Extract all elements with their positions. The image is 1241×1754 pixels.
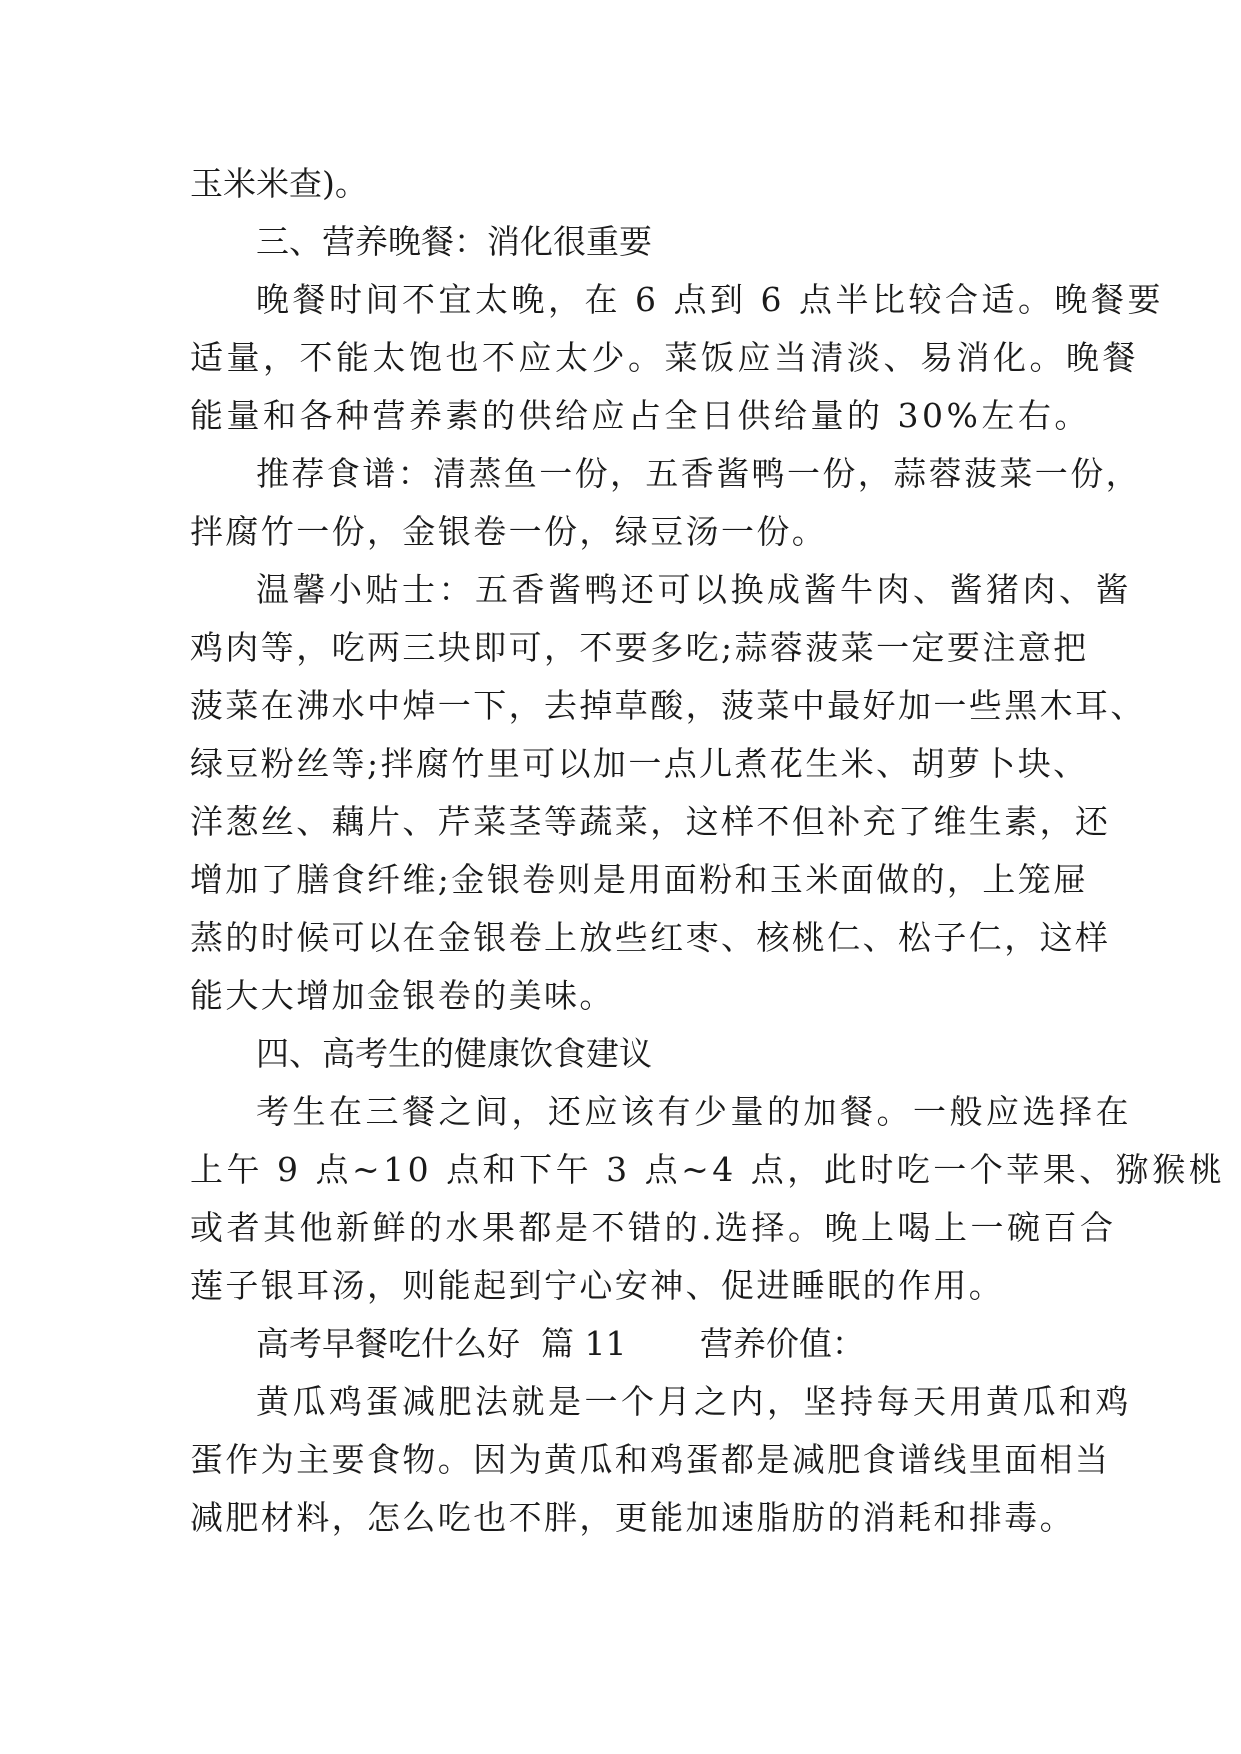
paragraph-line: 拌腐竹一份，金银卷一份，绿豆汤一份。 [190, 512, 828, 551]
paragraph-line: 能量和各种营养素的供给应占全日供给量的 30%左右。 [190, 396, 1091, 435]
paragraph-line: 考生在三餐之间，还应该有少量的加餐。一般应选择在 [256, 1092, 1132, 1131]
paragraph-line: 玉米米查)。 [190, 164, 368, 203]
paragraph-line: 鸡肉等，吃两三块即可，不要多吃;蒜蓉菠菜一定要注意把 [190, 628, 1089, 667]
paragraph-line: 温馨小贴士：五香酱鸭还可以换成酱牛肉、酱猪肉、酱 [256, 570, 1132, 609]
paragraph-line: 晚餐时间不宜太晚，在 6 点到 6 点半比较合适。晚餐要 [256, 280, 1164, 319]
paragraph-line: 能大大增加金银卷的美味。 [190, 976, 615, 1015]
paragraph-line: 上午 9 点~10 点和下午 3 点~4 点，此时吃一个苹果、猕猴桃 [190, 1150, 1226, 1189]
paragraph-line: 减肥材料，怎么吃也不胖，更能加速脂肪的消耗和排毒。 [190, 1498, 1075, 1537]
paragraph-line: 推荐食谱：清蒸鱼一份，五香酱鸭一份，蒜蓉菠菜一份， [256, 454, 1141, 493]
section-heading: 三、营养晚餐：消化很重要 [256, 222, 652, 261]
paragraph-line: 黄瓜鸡蛋减肥法就是一个月之内，坚持每天用黄瓜和鸡 [256, 1382, 1132, 1421]
article-heading: 高考早餐吃什么好 篇 11 营养价值： [256, 1324, 865, 1363]
paragraph-line: 或者其他新鲜的水果都是不错的.选择。晚上喝上一碗百合 [190, 1208, 1117, 1247]
paragraph-line: 适量，不能太饱也不应太少。菜饭应当清淡、易消化。晚餐 [190, 338, 1139, 377]
paragraph-line: 莲子银耳汤，则能起到宁心安神、促进睡眠的作用。 [190, 1266, 1005, 1305]
paragraph-line: 增加了膳食纤维;金银卷则是用面粉和玉米面做的，上笼屉 [190, 860, 1089, 899]
paragraph-line: 绿豆粉丝等;拌腐竹里可以加一点儿煮花生米、胡萝卜块、 [190, 744, 1089, 783]
section-heading: 四、高考生的健康饮食建议 [256, 1034, 652, 1073]
paragraph-line: 菠菜在沸水中焯一下，去掉草酸，菠菜中最好加一些黑木耳、 [190, 686, 1146, 725]
paragraph-line: 洋葱丝、藕片、芹菜茎等蔬菜，这样不但补充了维生素，还 [190, 802, 1111, 841]
paragraph-line: 蒸的时候可以在金银卷上放些红枣、核桃仁、松子仁，这样 [190, 918, 1111, 957]
paragraph-line: 蛋作为主要食物。因为黄瓜和鸡蛋都是减肥食谱线里面相当 [190, 1440, 1111, 1479]
